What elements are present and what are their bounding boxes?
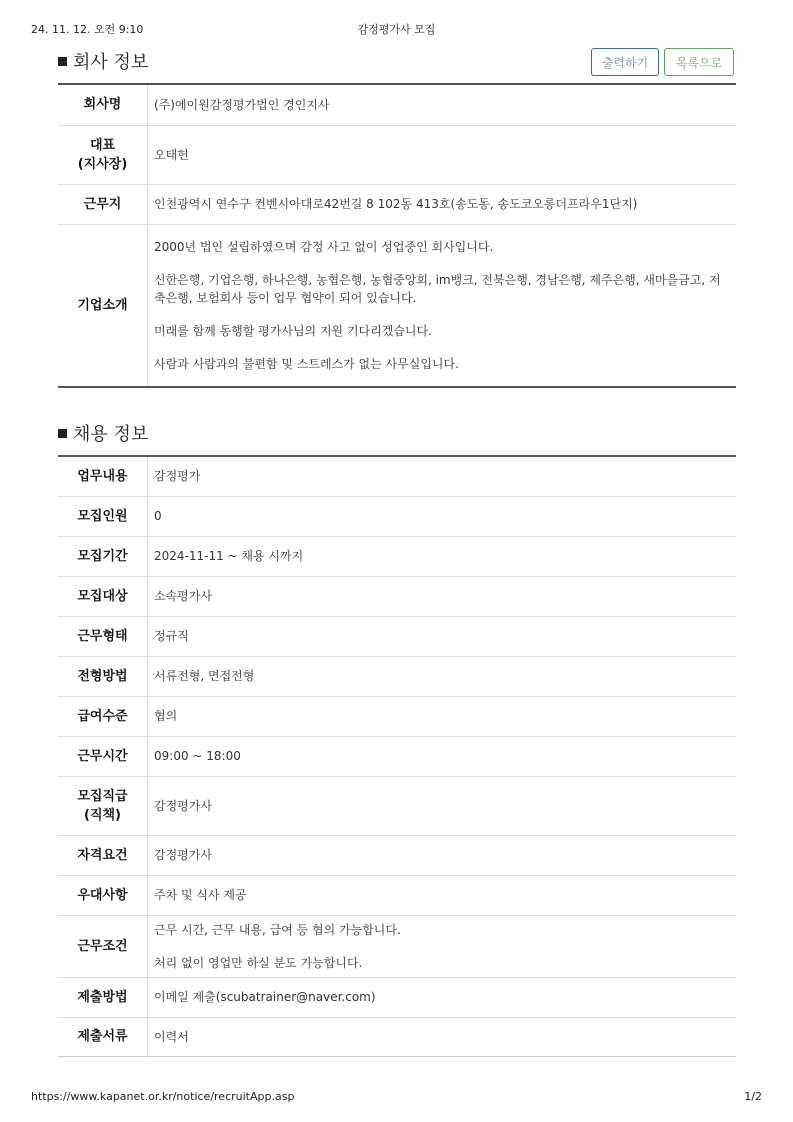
row-value: 서류전형, 면접전형 xyxy=(148,656,737,696)
recruit-row xyxy=(58,835,736,875)
company-section-title xyxy=(58,48,148,74)
recruit-row xyxy=(58,875,736,915)
row-value: 인천광역시 연수구 컨벤시아대로42번길 8 102동 413호(송도동, 송도코오롱더프라우1단지) xyxy=(148,184,737,224)
intro-paragraph: 사람과 사람과의 불편함 및 스트레스가 없는 사무실입니다. xyxy=(154,356,459,371)
row-label: 우대사항 xyxy=(58,875,148,915)
company-section-title-text: 회사 정보 xyxy=(73,52,149,73)
row-value: 2024-11-11 ~ 채용 시까지 xyxy=(148,536,737,576)
recruit-row xyxy=(58,656,736,696)
row-value: (주)에이원감정평가법인 경인지사 xyxy=(148,84,737,125)
intro-paragraph: 신한은행, 기업은행, 하나은행, 농협은행, 농협중앙회, im뱅크, 전북은행, 경남은행, 제주은행, 새마을금고, 저축은행, 보험회사 등이 업무 협약이 되어 있습니다. xyxy=(154,272,721,305)
intro-paragraph: 2000년 법인 설립하였으며 감정 사고 없이 성업중인 회사입니다. xyxy=(154,239,494,254)
row-value: 협의 xyxy=(148,696,737,736)
recruit-row xyxy=(58,496,736,536)
recruit-info-table xyxy=(58,455,736,1057)
row-label: 기업소개 xyxy=(58,224,148,387)
recruit-section-title-text: 채용 정보 xyxy=(73,424,149,445)
recruit-row-conditions xyxy=(58,915,736,977)
recruit-section-title xyxy=(58,420,148,446)
row-label: 자격요건 xyxy=(58,835,148,875)
recruit-row xyxy=(58,1017,736,1056)
recruit-row xyxy=(58,576,736,616)
row-value: 이력서 xyxy=(154,1029,189,1044)
row-label: 전형방법 xyxy=(58,656,148,696)
recruit-row xyxy=(58,616,736,656)
recruit-row xyxy=(58,536,736,576)
square-bullet-icon xyxy=(58,57,67,66)
print-url: https://www.kapanet.or.kr/notice/recruitApp.asp xyxy=(31,1090,295,1103)
row-label: 모집직급 (직책) xyxy=(58,776,148,835)
row-label: 업무내용 xyxy=(58,456,148,496)
conditions-text xyxy=(148,915,737,977)
row-label: 회사명 xyxy=(58,84,148,125)
company-row-ceo xyxy=(58,125,736,184)
square-bullet-icon xyxy=(58,429,67,438)
row-label: 근무시간 xyxy=(58,736,148,776)
recruit-row xyxy=(58,736,736,776)
row-label: 급여수준 xyxy=(58,696,148,736)
intro-paragraph: 미래를 함께 동행할 평가사님의 지원 기다리겠습니다. xyxy=(154,323,432,338)
row-label: 제출방법 xyxy=(58,977,148,1017)
recruit-row xyxy=(58,696,736,736)
recruit-row xyxy=(58,456,736,496)
row-value: 감정평가사 xyxy=(148,776,737,835)
row-value: 소속평가사 xyxy=(148,576,737,616)
row-value: 감정평가사 xyxy=(148,835,737,875)
print-page-title: 감정평가사 모집 xyxy=(357,23,436,36)
print-page-number: 1/2 xyxy=(744,1090,762,1103)
back-to-list-button[interactable]: 목록으로 xyxy=(664,48,734,76)
recruit-row xyxy=(58,977,736,1017)
row-label: 모집대상 xyxy=(58,576,148,616)
row-value: 오태헌 xyxy=(148,125,737,184)
company-row-name xyxy=(58,84,736,125)
row-label: 근무형태 xyxy=(58,616,148,656)
company-row-intro xyxy=(58,224,736,387)
row-label: 대표 (지사장) xyxy=(58,125,148,184)
print-date: 24. 11. 12. 오전 9:10 xyxy=(31,23,144,36)
company-info-table xyxy=(58,83,736,388)
conditions-paragraph: 근무 시간, 근무 내용, 급여 등 협의 가능합니다. xyxy=(154,922,401,937)
recruit-row xyxy=(58,776,736,835)
row-label: 근무조건 xyxy=(58,915,148,977)
row-label: 모집인원 xyxy=(58,496,148,536)
row-value: 0 xyxy=(148,496,737,536)
row-value: 09:00 ~ 18:00 xyxy=(148,736,737,776)
print-button[interactable]: 출력하기 xyxy=(591,48,659,76)
row-value: 감정평가 xyxy=(148,456,737,496)
row-value: 정규직 xyxy=(148,616,737,656)
row-label: 근무지 xyxy=(58,184,148,224)
row-value: 주차 및 식사 제공 xyxy=(148,875,737,915)
company-intro-text xyxy=(148,224,737,387)
company-row-location xyxy=(58,184,736,224)
row-label: 제출서류 xyxy=(58,1017,148,1056)
row-label: 모집기간 xyxy=(58,536,148,576)
row-value: 이메일 제출(scubatrainer@naver.com) xyxy=(148,977,737,1017)
conditions-paragraph: 처리 없이 영업만 하실 분도 가능합니다. xyxy=(154,955,363,970)
